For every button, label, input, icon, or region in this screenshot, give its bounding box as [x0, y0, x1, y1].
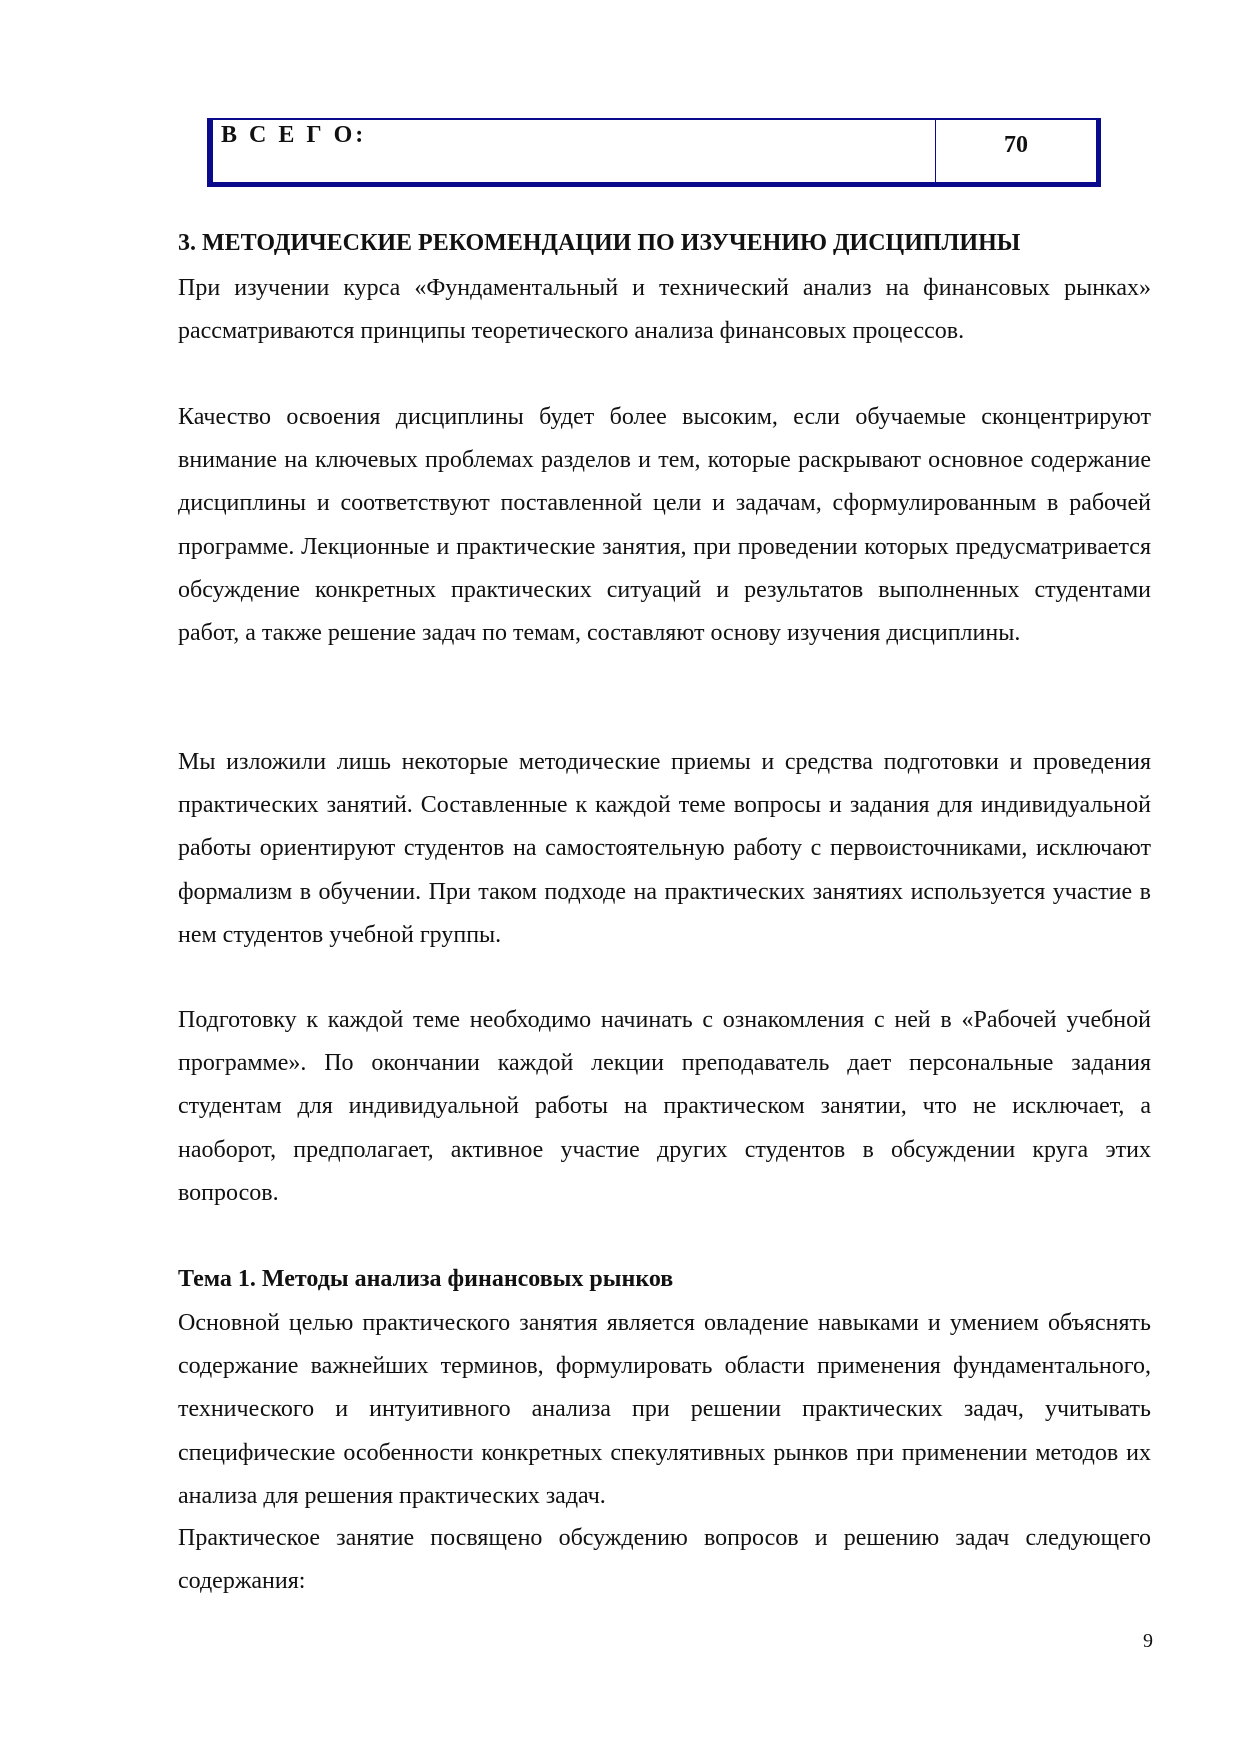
paragraph-quality: Качество освоения дисциплины будет более высоким, если обучаемые сконцентрируют внимание на ключевых проблемах разделов и тем, которые раскрывают основное содержание дисциплины и соответствуют поставленной цели и задачам, сформулированным в рабочей программе. Лекционные и практические занятия, при проведении которых предусматривается обсуждение конкретных практических ситуаций и результатов выполненных студентами работ, а также решение задач по темам, составляют основу изучения дисциплины.: [178, 404, 1151, 647]
paragraph-intro: При изучении курса «Фундаментальный и технический анализ на финансовых рынках» рассматриваются принципы теоретического анализа финансовых процессов.: [178, 275, 1151, 345]
paragraph-topic-goal: Основной целью практического занятия является овладение навыками и умением объяснять содержание важнейших терминов, формулировать области применения фундаментального, технического и интуитивного анализа при решении практических задач, учитывать специфические особенности конкретных спекулятивных рынков при применении методов их анализа для решения практических задач.: [178, 1310, 1151, 1509]
total-value: 70: [1004, 132, 1028, 158]
total-value-cell: [936, 120, 1096, 182]
topic-title: Тема 1. Методы анализа финансовых рынков: [178, 1266, 674, 1292]
paragraph-preparation: Подготовку к каждой теме необходимо начинать с ознакомления с ней в «Рабочей учебной программе». По окончании каждой лекции преподаватель дает персональные задания студентам для индивидуальной работы на практическом занятии, что не исключает, а наоборот, предполагает, активное участие других студентов в обсуждении круга этих вопросов.: [178, 1007, 1151, 1206]
paragraph-methods: Мы изложили лишь некоторые методические приемы и средства подготовки и проведения практических занятий. Составленные к каждой теме вопросы и задания для индивидуальной работы ориентируют студентов на самостоятельную работу с первоисточниками, исключают формализм в обучении. При таком подходе на практических занятиях используется участие в нем студентов учебной группы.: [178, 749, 1151, 948]
paragraph-topic-content: Практическое занятие посвящено обсуждению вопросов и решению задач следующего содержания:: [178, 1525, 1151, 1595]
total-label-cell: [213, 120, 936, 182]
section-title: 3. МЕТОДИЧЕСКИЕ РЕКОМЕНДАЦИИ ПО ИЗУЧЕНИЮ ДИСЦИПЛИНЫ: [178, 230, 1021, 256]
total-label: В С Е Г О:: [221, 122, 367, 148]
total-table: [207, 118, 1101, 187]
page-number: 9: [1143, 1630, 1153, 1652]
